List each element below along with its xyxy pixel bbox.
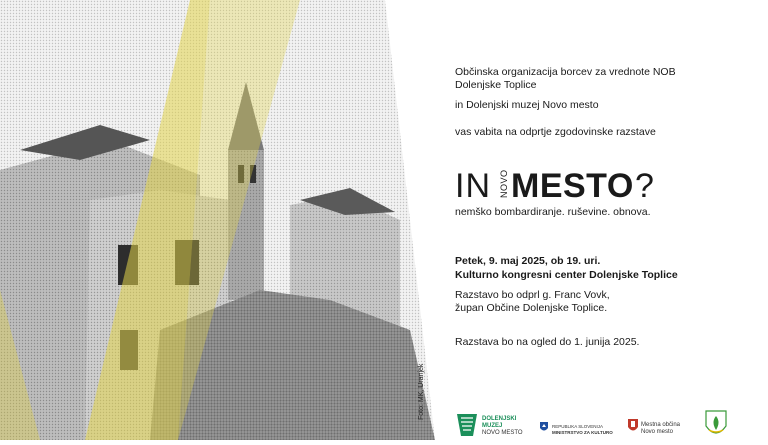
title-question-mark: ?: [635, 167, 654, 205]
muzej-name-2: MUZEJ: [482, 423, 503, 429]
ministry-logo: [539, 408, 619, 440]
obcina-line-1: Mestna občina: [641, 422, 681, 428]
opener-line-1: Razstavo bo odprl g. Franc Vovk,: [455, 289, 610, 301]
co-organizer-line: in Dolenjski muzej Novo mesto: [455, 99, 599, 111]
muzej-name-3: NOVO MESTO: [482, 430, 523, 436]
muzej-emblem-icon: [455, 412, 479, 438]
dolenjski-muzej-logo: [455, 408, 525, 440]
exhibition-subtitle: nemško bombardiranje. ruševine. obnova.: [455, 206, 651, 218]
event-date: Petek, 9. maj 2025, ob 19. uri.: [455, 255, 601, 267]
mestna-obcina-logo: [627, 408, 697, 440]
sponsor-logos: [455, 408, 768, 440]
event-venue: Kulturno kongresni center Dolenjske Toplice: [455, 269, 678, 281]
title-novo: NOVO: [499, 169, 509, 198]
invitation-line: vas vabita na odprtje zgodovinske razstave: [455, 126, 656, 138]
photo-credit: Foto: MK, Uranjek: [418, 363, 425, 420]
dolenjske-toplice-crest: [705, 408, 735, 440]
ministry-line-1: REPUBLIKA SLOVENIJA: [552, 424, 604, 429]
novo-mesto-crest-icon: [627, 418, 639, 434]
organizer-line-1: Občinska organizacija borcev za vrednote NOB: [455, 66, 676, 78]
obcina-line-2: Novo mesto: [641, 429, 674, 435]
organizer-line-2: Dolenjske Toplice: [455, 79, 537, 91]
slovenia-coat-of-arms-icon: [539, 421, 549, 433]
title-mesto: MESTO: [511, 167, 634, 205]
ministry-line-2: MINISTRSTVO ZA KULTURO: [552, 430, 613, 435]
opener-line-2: župan Občine Dolenjske Toplice.: [455, 302, 608, 314]
title-in: IN: [455, 167, 491, 205]
closing-date: Razstava bo na ogled do 1. junija 2025.: [455, 336, 640, 348]
muzej-name-1: DOLENJSKI: [482, 416, 517, 422]
dolenjske-toplice-crest-icon: [705, 410, 727, 438]
